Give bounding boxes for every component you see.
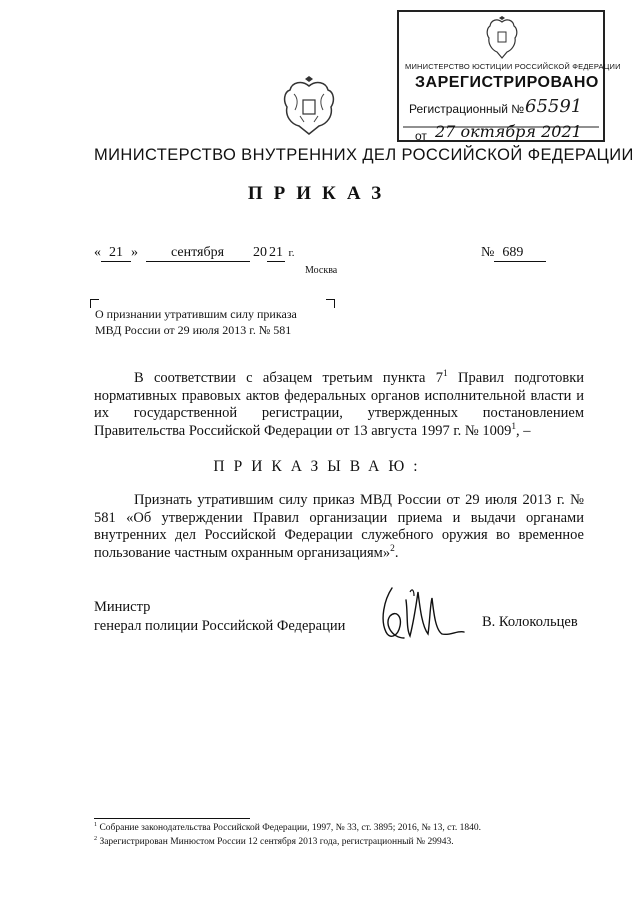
order-number xyxy=(481,245,546,262)
stamp-emblem-icon xyxy=(483,16,521,60)
footnote-ref-1a: 1 xyxy=(443,369,448,380)
preamble-text-3: , – xyxy=(516,422,531,439)
document-title: ПРИКАЗ xyxy=(247,183,393,204)
order-item-paragraph xyxy=(94,492,584,562)
signatory-name: В. Колокольцев xyxy=(482,614,578,630)
subject-line-2: МВД России от 29 июля 2013 г. № 581 xyxy=(95,323,292,337)
footnote-2-text: Зарегистрирован Минюстом России 12 сентября 2013 года, регистрационный № 29943. xyxy=(99,837,454,847)
stamp-reg-number-label: Регистрационный № xyxy=(409,102,525,116)
preamble-text-1: В соответствии с абзацем третьим пункта 7 xyxy=(134,370,444,386)
date-month: сентября xyxy=(146,245,250,262)
preamble-text-2: Правил подготовки нормативных правовых актов федеральных органов исполнительной власти и их государственной регистрации, утвержденных постановлением Правительства Российской Федерации от 13 августа 1997 г. № 1009 xyxy=(94,370,584,439)
date-day: 21 xyxy=(101,245,131,262)
subject-bracket-right xyxy=(326,299,335,308)
footnote-separator xyxy=(94,818,250,819)
stamp-date: 27 октября 2021 xyxy=(435,122,582,141)
stamp-ministry: МИНИСТЕРСТВО ЮСТИЦИИ РОССИЙСКОЙ ФЕДЕРАЦИИ xyxy=(405,62,621,71)
footnote-ref-2: 2 xyxy=(390,543,395,554)
city: Москва xyxy=(305,265,338,276)
date-open-quote: « xyxy=(94,245,101,260)
date-year-prefix: 20 xyxy=(253,245,267,260)
ministry-name: МИНИСТЕРСТВО ВНУТРЕННИХ ДЕЛ РОССИЙСКОЙ ФЕДЕРАЦИИ xyxy=(94,146,634,164)
position-line-1: Министр xyxy=(94,599,151,615)
footnote-ref-1b: 1 xyxy=(511,421,517,432)
order-item-text: Признать утратившим силу приказ МВД России от 29 июля 2013 г. № 581 «Об утверждении Правил организации приема и выдачи органами внутренних дел Российской Федерации служебного оружия во временное пользование частным охранным организациям» xyxy=(94,492,584,561)
footnote-1-text: Собрание законодательства Российской Федерации, 1997, № 33, ст. 3895; 2016, № 13, ст. 1840. xyxy=(99,823,481,833)
order-item-end: . xyxy=(394,544,399,561)
stamp-date-underline xyxy=(403,115,599,137)
signatory-position xyxy=(94,598,345,636)
number-value: 689 xyxy=(494,245,546,262)
preamble-paragraph xyxy=(94,370,584,440)
date-close-quote: » xyxy=(131,245,138,260)
footnote-1 xyxy=(94,823,481,833)
footnote-1-mark: 1 xyxy=(94,821,98,828)
stamp-date-label: от xyxy=(415,129,427,143)
order-date xyxy=(94,245,295,262)
handwritten-signature xyxy=(370,580,470,660)
registration-stamp xyxy=(397,10,621,143)
date-year-abbr: г. xyxy=(288,247,295,259)
number-label: № xyxy=(481,245,495,260)
date-year-suffix: 21 xyxy=(269,245,283,260)
position-line-2: генерал полиции Российской Федерации xyxy=(94,618,346,634)
footnote-2 xyxy=(94,837,454,847)
subject-line-1: О признании утратившим силу приказа xyxy=(95,307,297,321)
stamp-registered: ЗАРЕГИСТРИРОВАНО xyxy=(415,74,599,91)
coat-of-arms-icon xyxy=(278,76,340,138)
subject xyxy=(95,306,297,338)
order-word: ПРИКАЗЫВАЮ: xyxy=(213,458,427,475)
stamp-reg-number: 65591 xyxy=(525,96,583,117)
footnote-2-mark: 2 xyxy=(94,835,98,842)
